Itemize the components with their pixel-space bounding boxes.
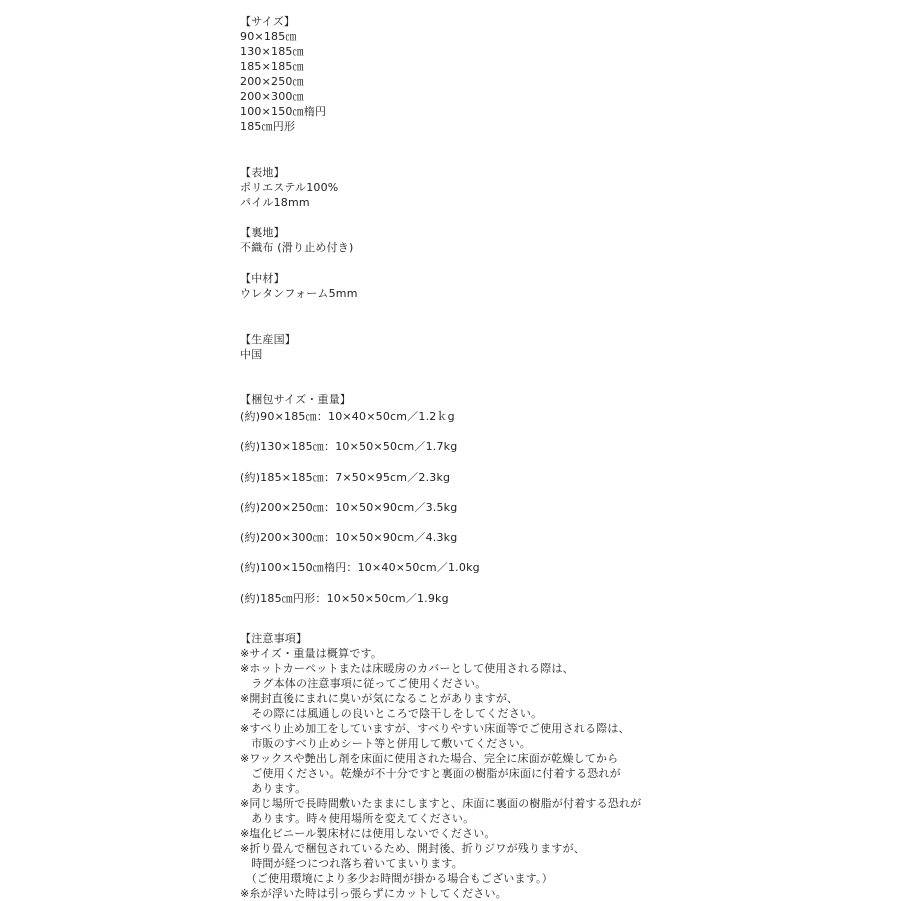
notes-section [240, 631, 880, 901]
surface-line: パイル18mm [240, 196, 310, 209]
size-item: 130×185㎝ [240, 45, 304, 58]
note-line: あります。 [240, 782, 307, 795]
notes-heading: 【注意事項】 [240, 632, 308, 645]
note-line: （ご使用環境により多少お時間が掛かる場合もございます。） [240, 872, 553, 885]
origin-section [240, 332, 880, 362]
note-line: 時間が経つにつれ落ち着いてまいります。 [240, 857, 463, 870]
note-line: ラグ本体の注意事項に従ってご使用ください。 [240, 677, 487, 690]
packing-item: (約)90×185㎝：10×40×50cm／1.2ｋg [240, 410, 455, 423]
packing-item: (約)185×185㎝：7×50×95cm／2.3kg [240, 471, 451, 484]
packing-item: (約)200×250㎝：10×50×90cm／3.5kg [240, 501, 458, 514]
note-line: ※すべり止め加工をしていますが、すべりやすい床面等でご使用される際は、 [240, 722, 630, 735]
surface-line: ポリエステル100% [240, 181, 339, 194]
size-item: 90×185㎝ [240, 30, 297, 43]
surface-heading: 【表地】 [240, 166, 285, 179]
size-item: 200×250㎝ [240, 75, 304, 88]
note-line: ※塩化ビニール製床材には使用しないでください。 [240, 827, 496, 840]
size-item: 185㎝円形 [240, 120, 296, 133]
origin-line: 中国 [240, 348, 263, 361]
note-line: ※開封直後にまれに臭いが気になることがありますが、 [240, 692, 519, 705]
note-line: ご使用ください。乾燥が不十分ですと裏面の樹脂が床面に付着する恐れが [240, 767, 621, 780]
note-line: ※糸が浮いた時は引っ張らずにカットしてください。 [240, 887, 507, 900]
note-line: ※同じ場所で長時間敷いたままにしますと、床面に裏面の樹脂が付着する恐れが [240, 797, 642, 810]
note-line: ※サイズ・重量は概算です。 [240, 647, 383, 660]
filling-heading: 【中材】 [240, 272, 285, 285]
note-line: ※ホットカーペットまたは床暖房のカバーとして使用される際は、 [240, 662, 574, 675]
back-heading: 【裏地】 [240, 226, 285, 239]
back-section [240, 225, 880, 255]
size-item: 100×150㎝楕円 [240, 105, 327, 118]
filling-section [240, 271, 880, 301]
size-section [240, 14, 880, 134]
packing-item: (約)185㎝円形：10×50×50cm／1.9kg [240, 592, 449, 605]
origin-heading: 【生産国】 [240, 333, 296, 346]
filling-line: ウレタンフォーム5mm [240, 287, 358, 300]
packing-item: (約)200×300㎝：10×50×90cm／4.3kg [240, 531, 458, 544]
surface-section [240, 165, 880, 210]
note-line: あります。時々使用場所を変えてください。 [240, 812, 475, 825]
packing-item: (約)130×185㎝：10×50×50cm／1.7kg [240, 440, 458, 453]
packing-item: (約)100×150㎝楕円：10×40×50cm／1.0kg [240, 561, 480, 574]
note-line: ※ワックスや艶出し剤を床面に使用された場合、完全に床面が乾燥してから [240, 752, 619, 765]
note-line: ※折り畳んで梱包されているため、開封後、折りジワが残りますが、 [240, 842, 585, 855]
size-item: 185×185㎝ [240, 60, 304, 73]
packing-section [240, 392, 880, 612]
size-item: 200×300㎝ [240, 90, 304, 103]
back-line: 不織布 (滑り止め付き) [240, 241, 354, 254]
size-heading: 【サイズ】 [240, 15, 296, 28]
note-line: 市販のすべり止めシート等と併用して敷いてください。 [240, 737, 531, 750]
packing-heading: 【梱包サイズ・重量】 [240, 393, 352, 406]
note-line: その際には風通しの良いところで陰干しをしてください。 [240, 707, 543, 720]
